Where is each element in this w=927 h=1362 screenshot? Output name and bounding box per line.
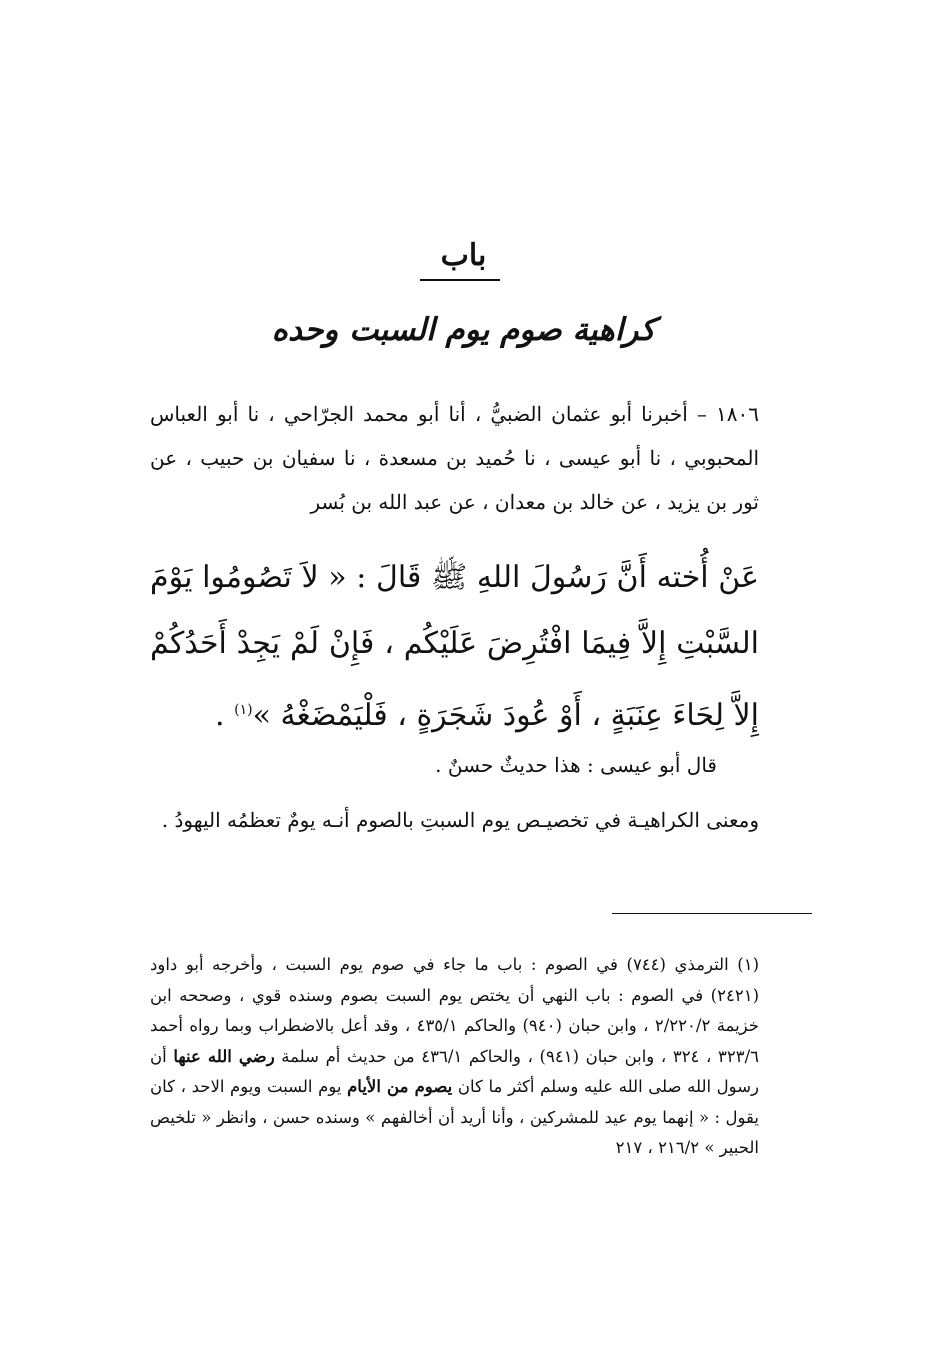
footnote-bold-2: يصوم من الأيام <box>347 1077 453 1096</box>
hadith-end: . <box>215 698 235 733</box>
footnote-divider <box>612 913 812 914</box>
hadith-matn-block <box>150 545 759 749</box>
hadith-grading: قال أبو عيسى : هذا حديثٌ حسنٌ . <box>435 753 717 777</box>
hadith-isnad: ١٨٠٦ – أخبرنا أبو عثمان الضبيُّ ، أنا أبو محمد الجرّاحي ، نا أبو العباس المحبوبي ، نا أبو عيسى ، نا حُميد بن مسعدة ، نا سفيان بن حبيب ، عن ثور بن يزيد ، عن خالد بن معدان ، عن عبد الله بن بُسر <box>150 402 759 514</box>
footnote-bold-1: رضي الله عنها <box>173 1046 275 1066</box>
footnote-text-1: (١) الترمذي (٧٤٤) في الصوم : باب ما جاء في صوم يوم السبت ، وأخرجه أبو داود (٢٤٢١) في الصوم : باب النهي أن يختص يوم السبت بصوم وسنده قوي ، وصححه ابن خزيمة ٢/٢٢٠/٢ ، وابن حبان (٩٤٠) والحاكم ٤٣٥/١ ، وقد أعل بالاضطراب وبما رواه أحمد ٣٢٣/٦ ، ٣٢٤ ، وابن حبان (٩٤١) ، والحاكم ٤٣٦/١ من حديث أم سلمة <box>150 955 759 1066</box>
heading-underline <box>420 279 500 281</box>
chapter-title: كراهية صوم يوم السبت وحده <box>271 312 656 348</box>
footnote-text-3: يوم السبت ويوم الاحد ، كان يقول : « إنهما يوم عيد للمشركين ، وأنا أريد أن أخالفهم » وسنده حسن ، وانظر « تلخيص الحبير » ٢١٦/٢ ، ٢١٧ <box>150 1077 759 1157</box>
chapter-heading: باب <box>440 238 487 273</box>
footnote <box>150 950 759 1164</box>
commentary: ومعنى الكراهيـة في تخصيـص يوم السبتِ بالصوم أنـه يومٌ تعظمُه اليهودُ . <box>161 808 759 832</box>
footnote-text-2: أن رسول الله صلى الله عليه وسلم أكثر ما كان <box>150 1046 759 1096</box>
footnote-marker: (١) <box>234 702 253 718</box>
hadith-matn: عَنْ أُخته أَنَّ رَسُولَ اللهِ ﷺ قَالَ : « لاَ تَصُومُوا يَوْمَ السَّبْتِ إِلاَّ فِيمَا افْتُرِضَ عَلَيْكُم ، فَإِنْ لَمْ يَجِدْ أَحَدُكُمْ إِلاَّ لِحَاءَ عِنَبَةٍ ، أَوْ عُودَ شَجَرَةٍ ، فَلْيَمْضَغْهُ » <box>150 560 759 733</box>
